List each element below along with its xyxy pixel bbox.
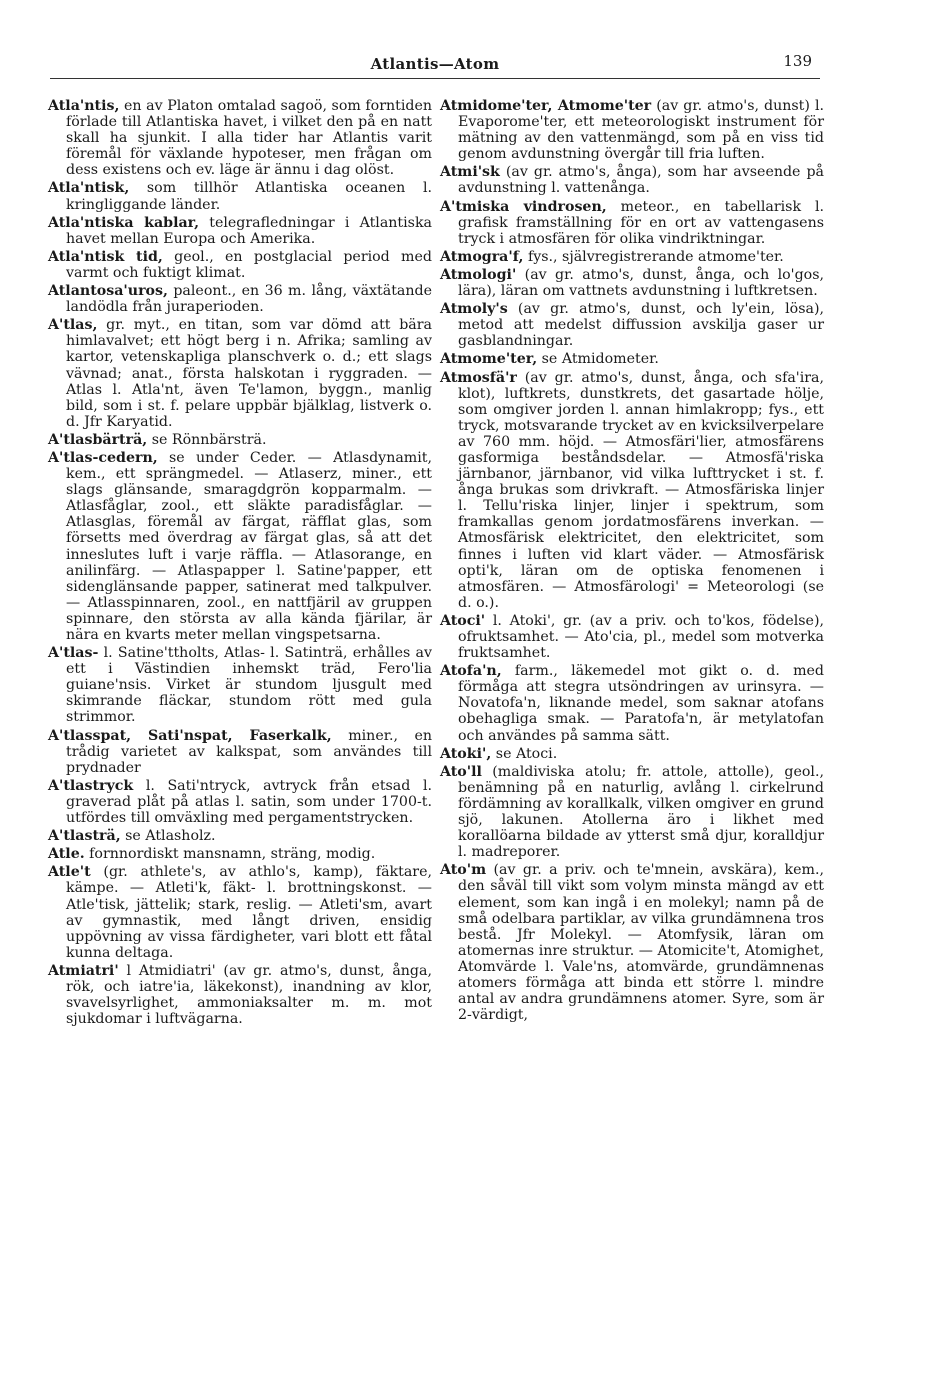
dictionary-entry [48,180,432,212]
entry-definition: farm., läkemedel mot gikt o. d. med förmåga att stegra utsöndringen av urinsyra. — Novatofa'n, liknande medel, som saknar atofans obehagliga smak. — Paratofa'n, är metylatofan och användes på samma sätt. [458,663,824,744]
dictionary-entry [440,764,824,861]
entry-definition: fornnordiskt mansnamn, sträng, modig. [84,846,376,863]
dictionary-entry [440,746,824,762]
entry-headword: Atla'ntiska kablar, [48,214,200,231]
entry-definition: (av gr. a priv. och te'mnein, avskära), kem., den såväl till vikt som volym minsta mängd av ett element, som kan ingå i en molekyl; namn på de små odelbara partiklar, av vilka grundämnena tros bestå. Jfr Molekyl. — Atomfysik, läran om atomernas inre struktur. — Atomicite't, Atomighet, Atomvärde l. Vale'ns, atomvärde, grundämnenas atomers förmåga att binda ett större l. mindre antal av andra grundämnens atomer. Syre, som är 2-värdigt, [458,862,824,1024]
entry-definition: l. Satine'ttholts, Atlas- l. Satinträ, erhålles av ett i Västindien inhemskt träd, Fero'lia guiane'nsis. Virket är stundom ljusgult med skimrande fläckar, stundom rött med gula strimmor. [66,645,432,726]
entry-definition: (gr. athlete's, av athlo's, kamp), fäktare, kämpe. — Atleti'k, fäkt- l. brottningskonst. — Atle'tisk, jättelik; stark, reslig. — Atleti'sm, avart av gymnastik, med långt driven, ensidig uppövning av vissa färdigheter, vari blott ett fåtal kunna deltaga. [66,864,432,961]
entry-headword: A'tlas, [48,317,98,334]
entry-definition: fys., självregistrerande atmome'ter. [523,248,784,265]
entry-definition: (av gr. atmo's, dunst, ånga, och lo'gos, lära), läran om vattnets avdunstning i luftkretsen. [458,266,824,300]
entry-headword: A'tlas- [48,645,99,662]
dictionary-entry [440,199,824,247]
dictionary-entry [48,283,432,315]
entry-definition: (av gr. atmo's, dunst, och ly'ein, lösa), metod att medelst diffussion avskilja gaser ur gasblandningar. [458,301,824,350]
page-header [50,50,820,79]
entry-headword: A'tlas-cedern, [48,449,158,466]
dictionary-entry [440,370,824,611]
entry-headword: Atla'ntis, [48,98,120,114]
running-title: Atlantis—Atom [370,55,500,73]
entry-headword: Atmoly's [440,301,508,318]
dictionary-entry [440,862,824,1023]
entry-headword: A'tlasspat, Sati'nspat, Faserkalk, [48,727,332,744]
dictionary-entry [440,98,824,162]
entry-headword: Atmidome'ter, Atmome'ter [440,98,652,114]
entry-definition: se Atmidometer. [537,351,659,368]
entry-definition: se Atoci. [491,745,558,762]
entry-definition: telegrafledningar i Atlantiska havet mellan Europa och Amerika. [66,214,432,247]
entry-definition: (av gr. atmo's, dunst) l. Evaporome'ter, ett meteorologiskt instrument för mätning av den vattenmängd, som på en viss tid genom avdunstning övergår till fria luften. [458,98,825,163]
entry-definition: paleont., en 36 m. lång, växtätande landödla från juraperioden. [66,283,432,316]
entry-definition: (maldiviska atolu; fr. attole, attolle), geol., benämning på en naturlig, avlång l. cirkelrund fördämning av korallkalk, vilken omgiver en grund sjö, lakunen. Atollerna äro i likhet med korallöarna bildade av ytterst små djur, koralldjur l. madreporer. [458,763,824,861]
entry-definition: miner., en trådig varietet av kalkspat, som användes till prydnader [66,727,432,776]
dictionary-entry [48,450,432,643]
entry-headword: Atmosfä'r [440,369,517,386]
entry-headword: A'tlasbärträ, [48,431,148,448]
entry-headword: Atmiatri' [48,962,119,979]
dictionary-entry [48,215,432,247]
right-column [440,98,824,1025]
entry-headword: Atle. [48,846,85,863]
entry-headword: Ato'm [440,862,487,879]
entry-headword: A'tlastryck [48,777,134,794]
entry-headword: Atla'ntisk, [48,180,130,197]
entry-definition: geol., en postglacial period med varmt och fuktigt klimat. [66,248,432,281]
entry-headword: Atmologi' [440,266,517,283]
entry-headword: Atla'ntisk tid, [48,248,163,265]
dictionary-entry [48,963,432,1027]
entry-definition: (av gr. atmo's, dunst, ånga, och sfa'ira, klot), luftkrets, dunstkrets, det gasartade hölje, som omgiver jorden l. annan himlakropp; fys., ett tryck, motsvarande trycket av en kvicksilverpelare av 760 mm. höjd. — Atmosfäri'lier, atmosfärens gasformiga beståndsdelar. — Atmosfä'riska järnbanor, järnbanor, vid vilka lufttrycket i st. f. ånga brukas som drivkraft. — Atmosfäriska linjer l. Tellu'riska linjer, linjer i spektrum, som framkallas genom jordatmosfärens inverkan. — Atmosfärisk elektricitet, den elektricitet, som finnes i luften vid klart väder. — Atmosfärisk opti'k, läran om de optiska fenomenen i atmosfären. — Atmosfärologi' = Meteorologi (se d. o.). [458,369,824,611]
entry-definition: l. Atoki', gr. (av a priv. och to'kos, födelse), ofruktsamhet. — Ato'cia, pl., medel som motverka fruktsamhet. [458,612,824,662]
entry-definition: l. Sati'ntryck, avtryck från etsad l. graverad plåt på atlas l. satin, som under 1700-t. utfördes till omväxling med pergamentstrycken. [66,777,432,827]
entry-headword: Atmi'sk [440,164,500,181]
entry-headword: Atoci' [440,612,486,629]
dictionary-entry [48,864,432,961]
dictionary-entry [48,249,432,281]
dictionary-entry [48,728,432,776]
dictionary-entry [440,301,824,349]
dictionary-entry [48,846,432,862]
entry-headword: A'tmiska vindrosen, [440,198,607,215]
dictionary-entry [440,613,824,661]
dictionary-entry [48,828,432,844]
entry-definition: (av gr. atmo's, ånga), som har avseende på avdunstning l. vattenånga. [458,164,824,197]
dictionary-entry [440,351,824,367]
dictionary-entry [48,432,432,448]
entry-definition: en av Platon omtalad sagoö, som forntiden förlade till Atlantiska havet, i vilket den på en natt skall ha sjunkit. I alla tider har Atlantis varit föremål för växlande hypoteser, men frågan om dess existens och ev. läge är ännu i dag olöst. [66,98,432,179]
dictionary-entry [440,663,824,743]
dictionary-entry [48,317,432,430]
entry-headword: Atmogra'f, [440,248,524,265]
entry-definition: se Atlasholz. [120,828,216,845]
entry-headword: Ato'll [440,763,482,780]
entry-headword: Atmome'ter, [440,351,538,368]
dictionary-entry [48,778,432,826]
dictionary-entry [48,645,432,725]
entry-definition: som tillhör Atlantiska oceanen l. kringliggande länder. [66,180,432,213]
entry-headword: Atle't [48,864,91,881]
page-number: 139 [783,52,812,70]
entry-headword: Atlantosa'uros, [48,283,168,300]
entry-headword: Atoki', [440,745,492,762]
entry-definition: se Rönnbärsträ. [147,431,267,448]
entry-definition: l Atmidiatri' (av gr. atmo's, dunst, ånga, rök, och iatre'ia, läkekonst), inandning av klor, svavelsyrlighet, ammoniaksalter m. m. mot sjukdomar i luftvägarna. [66,962,432,1028]
entry-headword: Atofa'n, [440,663,502,680]
dictionary-entry [48,98,432,178]
entry-headword: A'tlasträ, [48,828,121,845]
dictionary-entry [440,164,824,196]
dictionary-entry [440,267,824,299]
entry-definition: meteor., en tabellarisk l. grafisk framställning för en ort av vattengasens tryck i atmosfären för olika vindriktningar. [458,198,824,247]
entry-definition: gr. myt., en titan, som var dömd att bära himlavalvet; ett högt berg i n. Afrika; samling av kartor, vetenskapliga planschverk o. d.; ett slags vävnad; anat., första halskotan i ryggraden. — Atlas l. Atla'nt, även Te'lamon, byggn., manlig bild, som i st. f. pelare uppbär bjälklag, listverk o. d. Jfr Karyatid. [66,317,432,430]
entry-definition: se under Ceder. — Atlasdynamit, kem., ett sprängmedel. — Atlaserz, miner., ett slags glänsande, smaragdgrön kopparmalm. — Atlasfåglar, zool., ett släkte paradisfåglar. — Atlasglas, föremål av färgat, räfflat glas, som försetts med överdrag av färgat glas, så att det inneslutes luft i varje räffla. — Atlasorange, en anilinfärg. — Atlaspapper l. Satine'papper, ett sidenglänsande papper, satinerat med talkpulver. — Atlasspinnaren, zool., en nattfjäril av gruppen spinnare, den största av alla kända fjärilar, är nära en kvarts meter mellan vingspetsarna. [66,449,432,643]
dictionary-entry [440,249,824,265]
left-column [48,98,432,1029]
